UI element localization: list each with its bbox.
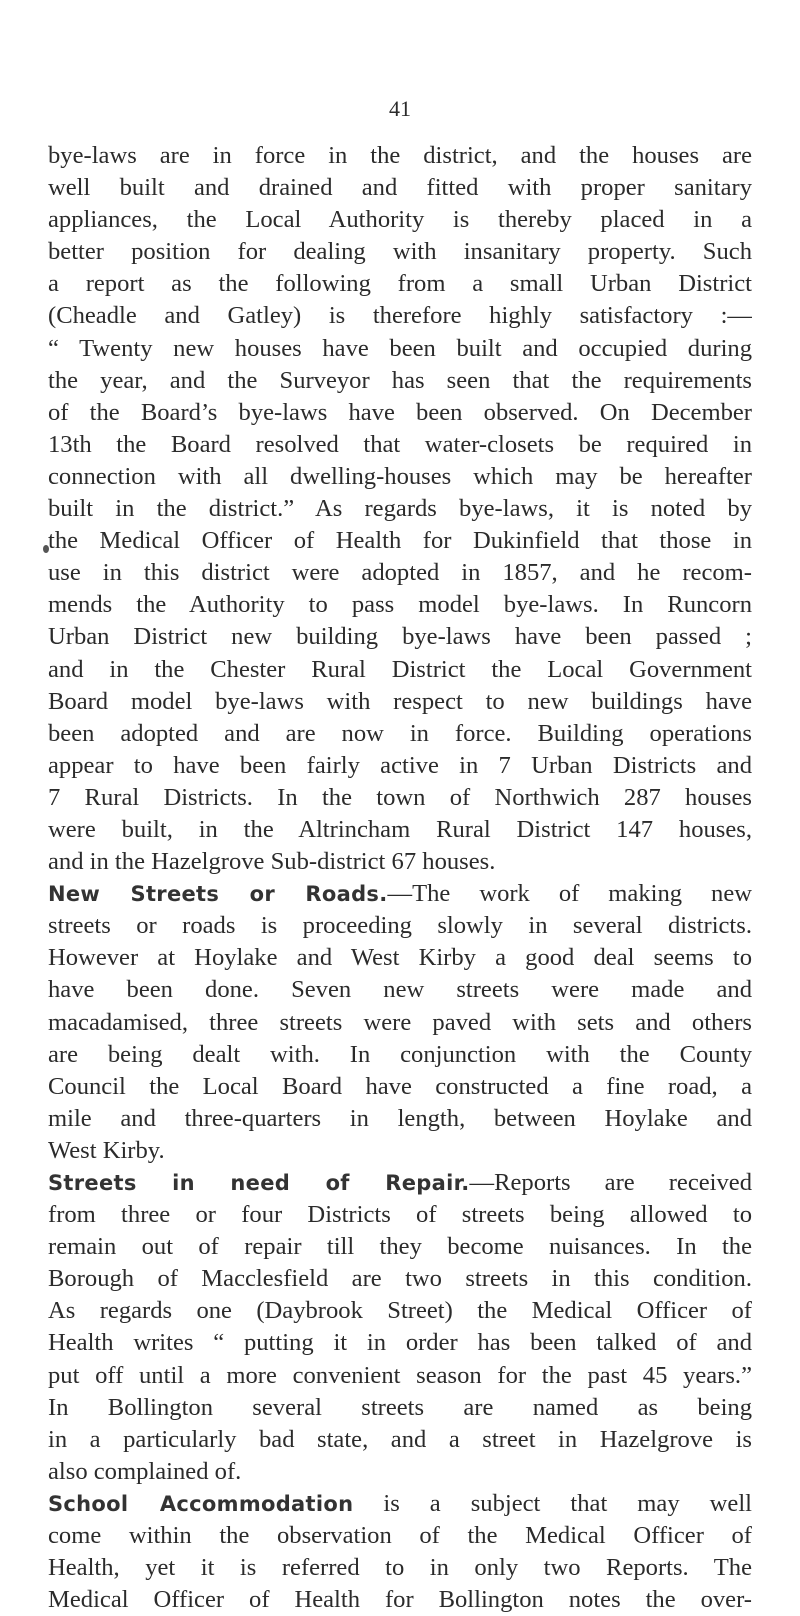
text-line: better position for dealing with insanitary property. Such <box>48 238 752 266</box>
section-school-first-line <box>48 1488 752 1520</box>
text-line: have been done. Seven new streets were made and <box>48 976 752 1004</box>
text-line: However at Hoylake and West Kirby a good deal seems to <box>48 944 752 972</box>
text-line: put off until a more convenient season for the past 45 years.” <box>48 1361 752 1389</box>
text-line: Council the Local Board have constructed a fine road, a <box>48 1072 752 1100</box>
body-text <box>48 140 752 1616</box>
text-line: 7 Rural Districts. In the town of Northwich 287 houses <box>48 783 752 811</box>
text-line: Health, yet it is referred to in only two Reports. The <box>48 1554 752 1582</box>
text-line: also complained of. <box>48 1457 242 1485</box>
text-line: come within the observation of the Medical Officer of <box>48 1522 752 1550</box>
section-heading-new-streets: New Streets or Roads. <box>48 882 388 907</box>
section-heading-school: School Accommodation <box>48 1491 354 1516</box>
text-line: the year, and the Surveyor has seen that the requirements <box>48 366 752 394</box>
section-text: is a subject that may well <box>353 1489 752 1517</box>
text-line: As regards one (Daybrook Street) the Medical Officer of <box>48 1297 752 1325</box>
text-line: remain out of repair till they become nuisances. In the <box>48 1233 752 1261</box>
section-text: —Reports are received <box>469 1169 752 1196</box>
text-line: In Bollington several streets are named as being <box>48 1393 752 1421</box>
text-line: and in the Chester Rural District the Local Government <box>48 655 752 683</box>
text-line: “ Twenty new houses have been built and occupied during <box>48 334 752 362</box>
text-line: mends the Authority to pass model bye-laws. In Runcorn <box>48 591 752 619</box>
text-line: been adopted and are now in force. Building operations <box>48 719 752 747</box>
text-line: and in the Hazelgrove Sub-district 67 houses. <box>48 848 496 876</box>
page-number: 41 <box>389 96 411 121</box>
text-line: West Kirby. <box>48 1136 165 1164</box>
text-line: built in the district.” As regards bye-laws, it is noted by <box>48 495 752 523</box>
text-line: are being dealt with. In conjunction with the County <box>48 1040 752 1068</box>
text-line: well built and drained and fitted with proper sanitary <box>48 174 752 202</box>
text-line: Board model bye-laws with respect to new buildings have <box>48 687 752 715</box>
text-line: appliances, the Local Authority is thereby placed in a <box>48 206 752 234</box>
text-line: mile and three-quarters in length, between Hoylake and <box>48 1104 752 1132</box>
text-line: macadamised, three streets were paved with sets and others <box>48 1008 752 1036</box>
section-streets-repair-first-line <box>48 1167 752 1199</box>
text-line: use in this district were adopted in 1857, and he recom- <box>48 559 752 587</box>
text-line: of the Board’s bye-laws have been observed. On December <box>48 398 752 426</box>
text-line: streets or roads is proceeding slowly in several districts. <box>48 912 752 940</box>
text-line: Health writes “ putting it in order has been talked of and <box>48 1329 752 1357</box>
text-line: Medical Officer of Health for Bollington notes the over- <box>48 1586 752 1614</box>
text-line: (Cheadle and Gatley) is therefore highly satisfactory :— <box>48 302 752 330</box>
section-heading-streets-repair: Streets in need of Repair. <box>48 1171 470 1195</box>
text-line: Borough of Macclesfield are two streets in this condition. <box>48 1265 752 1293</box>
text-line: connection with all dwelling-houses which may be hereafter <box>48 462 752 490</box>
text-line: bye-laws are in force in the district, and the houses are <box>48 142 752 169</box>
text-line: the Medical Officer of Health for Dukinfield that those in <box>48 527 752 555</box>
text-line: from three or four Districts of streets being allowed to <box>48 1201 752 1229</box>
section-text: —The work of making new <box>387 880 752 908</box>
text-line: in a particularly bad state, and a street in Hazelgrove is <box>48 1425 752 1453</box>
section-new-streets-first-line <box>48 878 752 910</box>
text-line: a report as the following from a small Urban District <box>48 270 752 298</box>
text-line: appear to have been fairly active in 7 Urban Districts and <box>48 751 752 779</box>
text-line: 13th the Board resolved that water-closets be required in <box>48 430 752 458</box>
text-line: were built, in the Altrincham Rural District 147 houses, <box>48 815 752 843</box>
text-line: Urban District new building bye-laws have been passed ; <box>48 623 752 651</box>
